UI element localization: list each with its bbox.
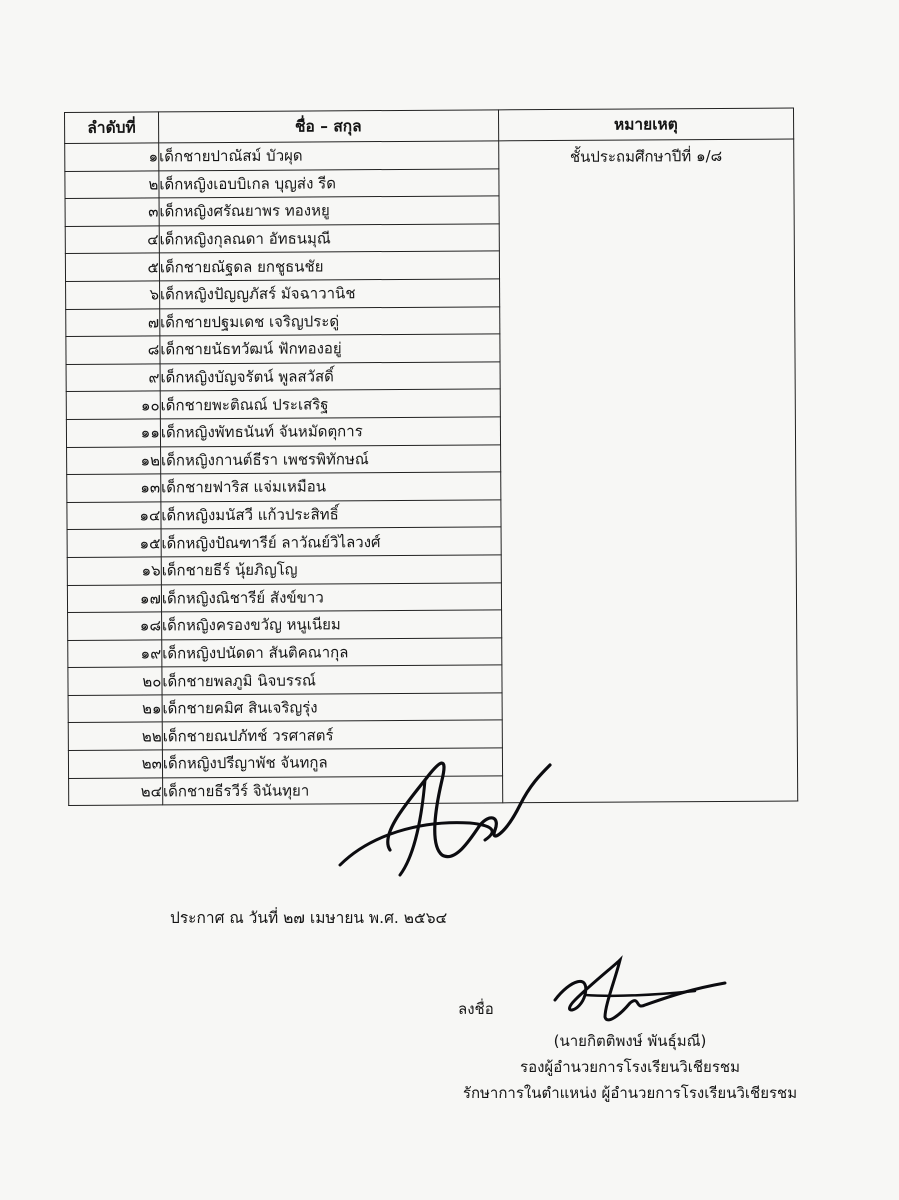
student-name: เด็กหญิงกุลณดา อัทธนมุณี (159, 224, 499, 254)
handwritten-signature-table (330, 735, 560, 885)
student-name: เด็กชายธีร์ นุ้ยภิญโญ (161, 555, 501, 585)
student-name: เด็กหญิงพัทธนันท์ จันหมัดตุการ (160, 417, 500, 447)
student-name: เด็กหญิงปรีญาพัช จันทกูล (162, 748, 502, 778)
header-note: หมายเหตุ (498, 108, 794, 141)
header-number: ลำดับที่ (65, 112, 159, 144)
student-name: เด็กหญิงกานต์ธีรา เพชรพิทักษณ์ (160, 444, 500, 474)
announcement-date: ประกาศ ณ วันที่ ๒๗ เมษายน พ.ศ. ๒๕๖๔ (170, 909, 448, 927)
note-cell (498, 139, 797, 803)
row-number: ๙ (66, 364, 160, 392)
row-number: ๒ (65, 171, 159, 199)
row-number: ๒๐ (68, 667, 162, 695)
row-number: ๒๒ (68, 722, 162, 750)
student-name: เด็กชายฟาริส แจ่มเหมือน (161, 472, 501, 502)
handwritten-signature (545, 955, 735, 1030)
row-number: ๑๗ (67, 584, 161, 612)
student-name: เด็กหญิงครองขวัญ หนูเนียม (161, 610, 501, 640)
row-number: ๑๒ (67, 446, 161, 474)
student-name: เด็กหญิงศรัณยาพร ทองหยู (159, 196, 499, 226)
row-number: ๑๐ (66, 391, 160, 419)
student-name: เด็กหญิงมนัสวี แก้วประสิทธิ์ (161, 500, 501, 530)
row-number: ๗ (66, 308, 160, 336)
signer-acting-position: รักษาการในตำแหน่ง ผู้อำนวยการโรงเรียนวิเชียรชม (462, 1084, 798, 1102)
row-number: ๔ (65, 226, 159, 254)
table-header-row (65, 108, 794, 143)
student-name: เด็กหญิงเอบบิเกล บุญส่ง รีด (159, 168, 499, 198)
student-table (64, 108, 798, 807)
row-number: ๘ (66, 336, 160, 364)
row-number: ๑๕ (67, 529, 161, 557)
row-number: ๑๑ (66, 419, 160, 447)
row-number: ๑๓ (67, 474, 161, 502)
class-level-note: ชั้นประถมศึกษาปีที่ ๑/๘ (569, 146, 723, 166)
student-name: เด็กชายธีรวีร์ จินันทุยา (162, 775, 502, 805)
row-number: ๑๙ (68, 640, 162, 668)
student-name: เด็กหญิงบัญจรัตน์ พูลสวัสดิ์ (160, 362, 500, 392)
student-name: เด็กชายคมิศ สินเจริญรุ่ง (162, 693, 502, 723)
student-name: เด็กหญิงณิชารีย์ สังข์ขาว (161, 582, 501, 612)
row-number: ๑๘ (68, 612, 162, 640)
row-number: ๑๔ (67, 502, 161, 530)
student-name: เด็กหญิงปัญญภัสร์ มัจฉาวานิช (159, 279, 499, 309)
row-number: ๕ (65, 253, 159, 281)
student-name: เด็กชายปฐมเดช เจริญประดู่ (160, 306, 500, 336)
student-name: เด็กหญิงปัณฑารีย์ ลาวัณย์วิไลวงศ์ (161, 527, 501, 557)
row-number: ๒๔ (69, 778, 163, 806)
student-name: เด็กชายพะติณณ์ ประเสริฐ (160, 389, 500, 419)
row-number: ๑ (65, 143, 159, 171)
student-name: เด็กชายณัฐดล ยกชูธนชัย (159, 251, 499, 281)
table-row (65, 139, 794, 171)
student-name: เด็กชายพลภูมิ นิจบรรณ์ (162, 665, 502, 695)
row-number: ๖ (66, 281, 160, 309)
student-name: เด็กชายนัธทวัฒน์ ฟักทองอยู่ (160, 334, 500, 364)
row-number: ๓ (65, 198, 159, 226)
header-name: ชื่อ – สกุล (158, 110, 498, 143)
signer-block (420, 1028, 840, 1106)
signer-name: (นายกิตติพงษ์ พันธุ์มณี) (553, 1032, 707, 1050)
row-number: ๒๑ (68, 695, 162, 723)
signature-label: ลงชื่อ (458, 1000, 494, 1018)
student-name: เด็กชายปาณัสม์ บัวผุด (159, 141, 499, 171)
row-number: ๒๓ (68, 750, 162, 778)
student-name: เด็กหญิงปนัดดา สันติคณากุล (162, 638, 502, 668)
signer-position: รองผู้อำนวยการโรงเรียนวิเชียรชม (520, 1058, 740, 1076)
row-number: ๑๖ (67, 557, 161, 585)
student-name: เด็กชายณปภัทช์ วรศาสตร์ (162, 720, 502, 750)
